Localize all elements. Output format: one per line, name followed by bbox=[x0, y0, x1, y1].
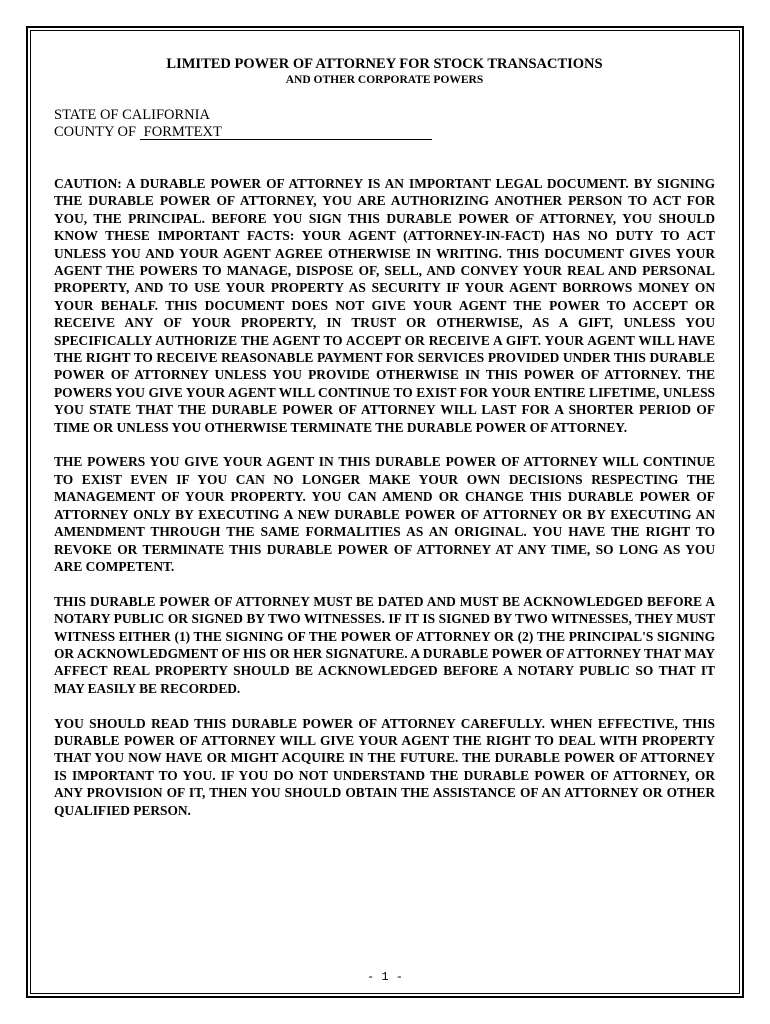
document-body bbox=[54, 56, 715, 836]
caution-paragraph: CAUTION: A DURABLE POWER OF ATTORNEY IS AN IMPORTANT LEGAL DOCUMENT. BY SIGNING THE DURABLE POWER OF ATTORNEY, YOU ARE AUTHORIZING ANOTHER PERSON TO ACT FOR YOU, THE PRINCIPAL. BEFORE YOU SIGN THIS DURABLE POWER OF ATTORNEY, YOU SHOULD KNOW THESE IMPORTANT FACTS: YOUR AGENT (ATTORNEY-IN-FACT) HAS NO DUTY TO ACT UNLESS YOU AND YOUR AGENT AGREE OTHERWISE IN WRITING. THIS DOCUMENT GIVES YOUR AGENT THE POWERS TO MANAGE, DISPOSE OF, SELL, AND CONVEY YOUR REAL AND PERSONAL PROPERTY, AND TO USE YOUR PROPERTY AS SECURITY IF YOUR AGENT BORROWS MONEY ON YOUR BEHALF. THIS DOCUMENT DOES NOT GIVE YOUR AGENT THE POWER TO ACCEPT OR RECEIVE ANY OF YOUR PROPERTY, IN TRUST OR OTHERWISE, AS A GIFT, UNLESS YOU SPECIFICALLY AUTHORIZE THE AGENT TO ACCEPT OR RECEIVE A GIFT. YOUR AGENT WILL HAVE THE RIGHT TO RECEIVE REASONABLE PAYMENT FOR SERVICES PROVIDED UNDER THIS DURABLE POWER OF ATTORNEY UNLESS YOU PROVIDE OTHERWISE IN THIS POWER OF ATTORNEY. THE POWERS YOU GIVE YOUR AGENT WILL CONTINUE TO EXIST FOR YOUR ENTIRE LIFETIME, UNLESS YOU STATE THAT THE DURABLE POWER OF ATTORNEY WILL LAST FOR A SHORTER PERIOD OF TIME OR UNLESS YOU OTHERWISE TERMINATE THE DURABLE POWER OF ATTORNEY. bbox=[54, 176, 715, 435]
state-line: STATE OF CALIFORNIA bbox=[54, 107, 210, 123]
county-line bbox=[54, 124, 715, 141]
page-number: - 1 - bbox=[366, 970, 403, 984]
document-title: LIMITED POWER OF ATTORNEY FOR STOCK TRANSACTIONS bbox=[166, 56, 603, 72]
powers-paragraph: THE POWERS YOU GIVE YOUR AGENT IN THIS DURABLE POWER OF ATTORNEY WILL CONTINUE TO EXIST EVEN IF YOU CAN NO LONGER MAKE YOUR OWN DECISIONS RESPECTING THE MANAGEMENT OF YOUR PROPERTY. YOU CAN AMEND OR CHANGE THIS DURABLE POWER OF ATTORNEY ONLY BY EXECUTING A NEW DURABLE POWER OF ATTORNEY OR BY EXECUTING AN AMENDMENT THROUGH THE SAME FORMALITIES AS AN ORIGINAL. YOU HAVE THE RIGHT TO REVOKE OR TERMINATE THIS DURABLE POWER OF ATTORNEY AT ANY TIME, SO LONG AS YOU ARE COMPETENT. bbox=[54, 454, 715, 574]
document-subtitle: AND OTHER CORPORATE POWERS bbox=[285, 74, 484, 86]
county-field[interactable]: FORMTEXT bbox=[140, 125, 432, 140]
notary-paragraph: THIS DURABLE POWER OF ATTORNEY MUST BE DATED AND MUST BE ACKNOWLEDGED BEFORE A NOTARY PUBLIC OR SIGNED BY TWO WITNESSES. IF IT IS SIGNED BY TWO WITNESSES, THEY MUST WITNESS EITHER (1) THE SIGNING OF THE POWER OF ATTORNEY OR (2) THE PRINCIPAL'S SIGNING OR ACKNOWLEDGMENT OF HIS OR HER SIGNATURE. A DURABLE POWER OF ATTORNEY THAT MAY AFFECT REAL PROPERTY SHOULD BE ACKNOWLEDGED BEFORE A NOTARY PUBLIC SO THAT IT MAY EASILY BE RECORDED. bbox=[54, 593, 715, 696]
county-label: COUNTY OF bbox=[54, 124, 137, 140]
read-carefully-paragraph: YOU SHOULD READ THIS DURABLE POWER OF ATTORNEY CAREFULLY. WHEN EFFECTIVE, THIS DURABLE POWER OF ATTORNEY WILL GIVE YOUR AGENT THE RIGHT TO DEAL WITH PROPERTY THAT YOU NOW HAVE OR MIGHT ACQUIRE IN THE FUTURE. THE DURABLE POWER OF ATTORNEY IS IMPORTANT TO YOU. IF YOU DO NOT UNDERSTAND THE DURABLE POWER OF ATTORNEY, OR ANY PROVISION OF IT, THEN YOU SHOULD OBTAIN THE ASSISTANCE OF AN ATTORNEY OR OTHER QUALIFIED PERSON. bbox=[54, 715, 715, 818]
